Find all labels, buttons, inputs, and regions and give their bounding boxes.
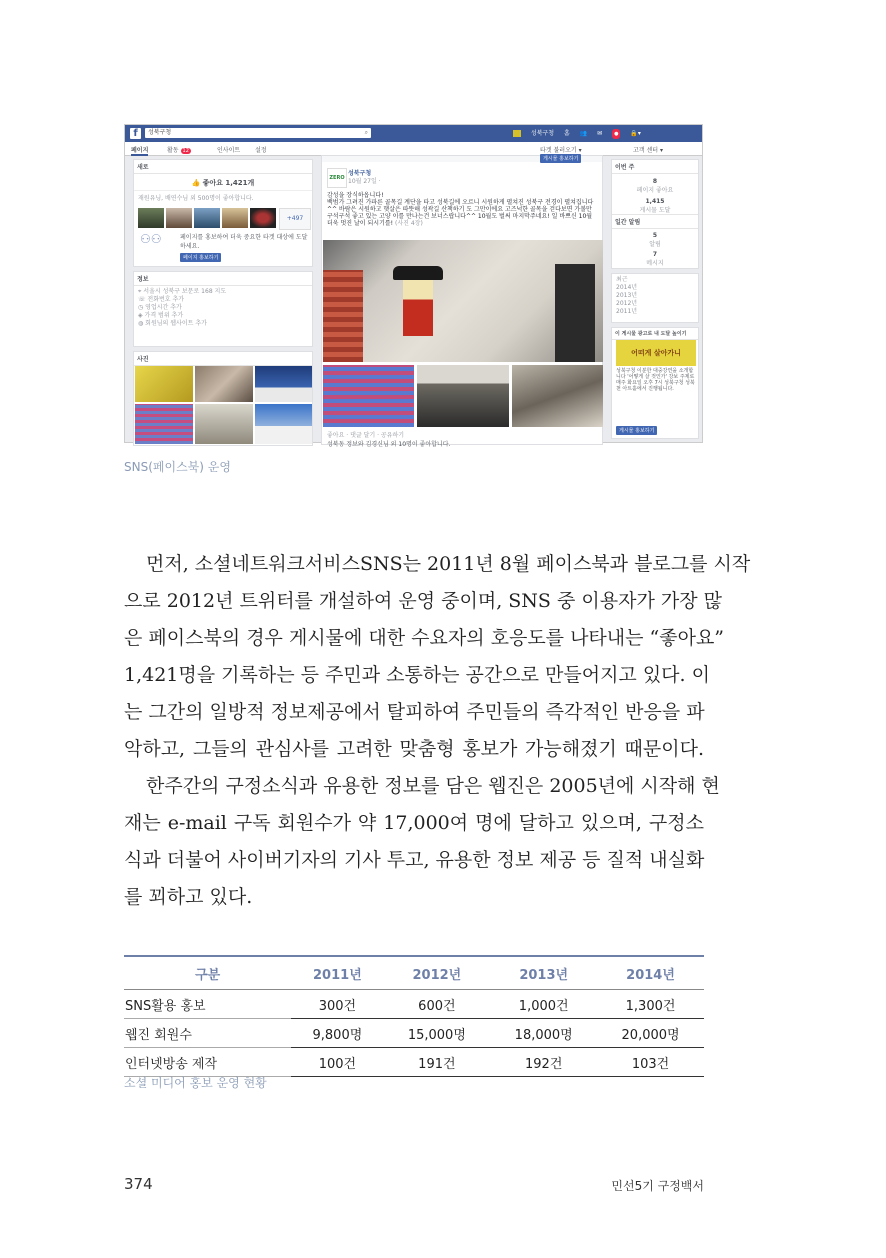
about-item-label: 회원님의 웹사이트 추가 [145, 320, 207, 327]
photo-thumbnail [135, 404, 193, 444]
paragraph-line: 식과 더불어 사이버기자의 기사 투고, 유용한 정보 제공 등 질적 내실화 [124, 849, 705, 871]
paragraph-webzine [124, 768, 720, 916]
about-item [138, 288, 308, 296]
likes-more: +497 [279, 208, 311, 230]
facebook-top-bar [125, 125, 702, 142]
liker-photo [166, 208, 192, 228]
tab-page: 페이지 [131, 147, 149, 154]
about-list [134, 286, 312, 330]
clock-icon: ◷ [138, 304, 146, 311]
photo-thumbnail [135, 366, 193, 402]
facebook-page-name: 성북구청 [530, 130, 555, 137]
table-cell: 1,000건 [490, 990, 597, 1019]
about-item-label: 가격 범위 추가 [144, 312, 184, 319]
paragraph-line: 으로 2012년 트위터를 개설하여 운영 중이며, SNS 중 이용자가 가장 많 [124, 590, 722, 612]
likes-count [134, 174, 312, 190]
table-header: 구분 [124, 956, 291, 990]
photo-thumbnail [195, 404, 253, 444]
figure-caption: SNS(페이스북) 운영 [124, 460, 231, 474]
post-see-more: (사진 4장) [395, 220, 423, 227]
post-title: 감성을 장식하옵니다! [327, 192, 384, 199]
post-photo-houses [512, 365, 603, 427]
weekly-stats-box [611, 159, 699, 269]
invite-people-icon: ⚇⚇ [140, 232, 162, 246]
year-item: 2012년 [616, 300, 638, 307]
tab-activity-label: 활동 [167, 147, 179, 154]
table-cell: 600건 [383, 990, 490, 1019]
notification-icon: ● [614, 131, 619, 137]
table-cell: 인터넷방송 제작 [124, 1048, 291, 1077]
mural-hat [393, 266, 443, 280]
about-item [138, 312, 308, 320]
facebook-logo-icon: f [130, 128, 141, 139]
about-item [138, 304, 308, 312]
table-cell: SNS활용 홍보 [124, 990, 291, 1019]
paragraph-line: 재는 e-mail 구독 회원수가 약 17,000여 명에 달하고 있으며, 구정소 [124, 812, 704, 834]
table-cell: 191건 [383, 1048, 490, 1077]
year-item: 2011년 [616, 308, 638, 315]
location-icon: ⌖ [138, 288, 144, 295]
table-header-row [124, 956, 704, 990]
facebook-home-link: 홈 [564, 130, 570, 137]
stat-label: 메시지 [646, 260, 664, 267]
likes-box [133, 159, 313, 267]
stat-item [612, 232, 698, 248]
table-cell: 103건 [597, 1048, 704, 1077]
lock-icon: 🔒▾ [630, 130, 641, 137]
thumbs-up-icon: 👍 [191, 179, 201, 187]
tab-help: 고객 센터 ▾ [633, 147, 664, 154]
phone-icon: ☏ [138, 296, 148, 303]
stat-item [612, 198, 698, 214]
page-avatar-icon [513, 130, 521, 137]
alley-shadow [555, 264, 595, 362]
liker-photo [250, 208, 276, 228]
post-body: 백범가 그려진 가파른 골목길 계단을 타고 성북길에 오르니 시원하게 펼쳐진 성북구 전경이 펼쳐집니다^^ 바람은 시원하고 햇살은 따뜻해 성곽길 산책하기 도 그만이에요 고즈넉한 골목을 걷다보면 가볼만 구석구석 좋고 있는 고양 이를 만나는건 보너스랍니다^^ 10월도 벌써 마지막주네요! 일 바쁘신 10월 더욱 멋진 날이 되시기를! [327, 199, 594, 227]
post-photo-wall [417, 365, 509, 427]
paragraph-line: 은 페이스북의 경우 게시물에 대한 수요자의 호응도를 나타내는 “좋아요” [124, 627, 725, 649]
stat-value: 5 [652, 232, 658, 239]
page-number: 374 [124, 1175, 153, 1193]
about-item-label: 영업시간 추가 [145, 304, 182, 311]
book-title: 민선5기 구정백서 [611, 1179, 704, 1193]
photo-thumbnail [255, 404, 312, 444]
liker-photo [138, 208, 164, 228]
table-cell: 15,000명 [383, 1019, 490, 1048]
photos-box [133, 351, 313, 446]
brick-wall [323, 270, 363, 362]
stat-label: 알림 [649, 241, 661, 248]
ad-image: 어떠게 살아가니 [616, 340, 696, 366]
tab-settings: 설정 [255, 147, 267, 154]
ad-box [611, 327, 699, 439]
ad-heading: 이 게시물 광고로 내 도달 높이기 [612, 328, 698, 340]
table-cell: 100건 [291, 1048, 383, 1077]
post-actions: 좋아요 · 댓글 달기 · 공유하기 [327, 432, 405, 439]
liker-photo [222, 208, 248, 228]
page-profile-icon: ZERO [327, 168, 347, 188]
stat-item [612, 178, 698, 194]
globe-icon: ◍ [138, 320, 146, 327]
paragraph-line: 1,421명을 기록하는 등 주민과 소통하는 공간으로 만들어지고 있다. 이 [124, 664, 710, 686]
likes-new-text: 재원유닝, 배연수님 외 500명이 좋아합니다. [134, 190, 312, 204]
liker-photo [194, 208, 220, 228]
table-header: 2014년 [597, 956, 704, 990]
friends-icon: 👥 [579, 130, 588, 137]
facebook-top-right [513, 129, 649, 139]
search-icon: ⌕ [364, 129, 368, 136]
table-cell: 192건 [490, 1048, 597, 1077]
mural-figure [403, 280, 433, 336]
tab-activity-badge: 12 [182, 148, 189, 154]
price-icon: ◈ [138, 312, 145, 319]
post-boost-top-button: 게시물 홍보하기 [540, 154, 581, 163]
facebook-screenshot [124, 124, 703, 448]
paragraph-sns [124, 546, 751, 768]
year-item: 최근 [616, 276, 628, 283]
stat-item [612, 251, 698, 267]
post-main-photo [323, 240, 603, 362]
table-cell: 웹진 회원수 [124, 1019, 291, 1048]
table-row [124, 1019, 704, 1048]
paragraph-line: 악하고, 그들의 관심사를 고려한 맞춤형 홍보가 가능해졌기 때문이다. [124, 738, 704, 760]
stat-value: 1,415 [645, 198, 665, 205]
tab-target: 타겟 불러오기 ▾ [540, 147, 582, 154]
post-date: 10월 27일 · [348, 178, 381, 185]
ad-boost-button: 게시물 홍보하기 [616, 426, 657, 435]
about-item-label: 서울시 성북구 보문로 168 지도 [143, 288, 227, 295]
weekly-stats-heading: 이번 주 [612, 160, 698, 174]
likes-invite-text: 페이지를 홍보하여 더욱 중요한 타겟 대상에 도달하세요. [180, 234, 308, 250]
likes-count-label: 좋아요 1,421개 [202, 179, 255, 187]
post-box [321, 155, 603, 448]
table-cell: 9,800명 [291, 1019, 383, 1048]
facebook-search-box [145, 128, 371, 138]
photo-thumbnail [195, 366, 253, 402]
paragraph-line: 를 꾀하고 있다. [124, 886, 253, 908]
tab-activity [167, 145, 191, 154]
paragraph-line: 먼저, 소셜네트워크서비스SNS는 2011년 8월 페이스북과 블로그를 시작 [146, 553, 751, 575]
post-photo-stairs [323, 365, 414, 427]
paragraph-line: 한주간의 구정소식과 유용한 정보를 담은 웹진은 2005년에 시작해 현 [146, 775, 720, 797]
post-page-name: 성북구청 [348, 170, 372, 177]
table-cell: 300건 [291, 990, 383, 1019]
post-text [327, 192, 599, 227]
stat-label: 페이지 좋아요 [636, 187, 674, 194]
facebook-search-text: 성북구청 [148, 129, 172, 136]
about-heading: 정보 [134, 272, 312, 286]
about-item [138, 320, 308, 328]
photos-heading: 사진 [134, 352, 312, 366]
weekly-notice-heading: 일간 알림 [612, 214, 698, 229]
table-row [124, 990, 704, 1019]
table-header: 2011년 [291, 956, 383, 990]
likes-heading: 새로 [134, 160, 312, 174]
table-row [124, 1048, 704, 1077]
post-likers: 성북동 정보와 김경신님 외 10명이 좋아합니다. [327, 441, 451, 448]
year-item: 2014년 [616, 284, 638, 291]
stat-label: 게시물 도달 [639, 207, 671, 214]
facebook-tab-bar [125, 142, 702, 156]
photo-thumbnail [255, 366, 312, 402]
ad-description: 성북구청 이분한 대중강연을 소개합니다 '어떻게 살 것인가' 강보 주제로 매주 화요일 오후 7시 성북구청 성북천 아트홀에서 진행됩니다. [616, 368, 695, 392]
stat-value: 8 [652, 178, 658, 185]
about-box [133, 271, 313, 347]
table-cell: 18,000명 [490, 1019, 597, 1048]
table-header: 2012년 [383, 956, 490, 990]
timeline-years [611, 273, 699, 323]
year-item: 2013년 [616, 292, 638, 299]
about-item [138, 296, 308, 304]
promote-page-button: 페이지 홍보하기 [180, 253, 221, 262]
table-cell: 1,300건 [597, 990, 704, 1019]
table-header: 2013년 [490, 956, 597, 990]
tab-insights: 인사이트 [217, 147, 241, 154]
messages-icon: ✉ [597, 130, 603, 137]
stat-value: 7 [652, 251, 658, 258]
sns-stats-table [124, 955, 704, 1077]
paragraph-line: 는 그간의 일방적 정보제공에서 탈피하여 주민들의 즉각적인 반응을 파 [124, 701, 705, 723]
table-caption: 소셜 미디어 홍보 운영 현황 [124, 1076, 267, 1090]
table-cell: 20,000명 [597, 1019, 704, 1048]
about-item-label: 전화번호 추가 [147, 296, 185, 303]
